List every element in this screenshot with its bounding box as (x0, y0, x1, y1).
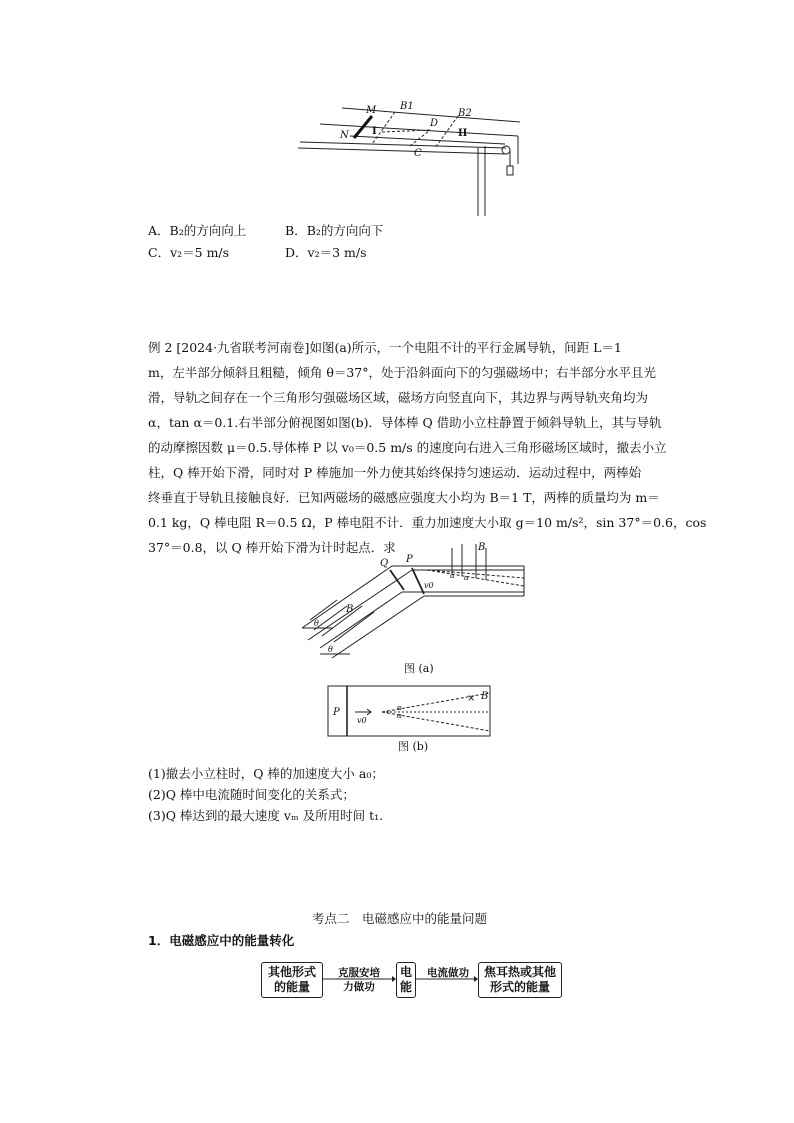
example-line: α，tan α＝0.1.右半部分俯视图如图(b)．导体棒 Q 借助小立柱静置于倾斜导轨上，其与导轨 (148, 415, 662, 430)
flow-box-joule-heat: 焦耳热或其他 形式的能量 (478, 962, 562, 998)
figure-b-caption: 图 (b) (398, 740, 429, 753)
figure-a (292, 540, 532, 660)
label-theta-2: θ (328, 645, 333, 654)
example-line: 终垂直于导轨且接触良好．已知两磁场的磁感应强度大小均为 B＝1 T，两棒的质量均为 m＝ (148, 490, 660, 505)
question-1: (1)撤去小立柱时，Q 棒的加速度大小 a₀； (148, 766, 384, 781)
flow-arrow-2 (416, 975, 478, 983)
rail-table-figure (290, 98, 530, 220)
figure-b (327, 685, 491, 737)
label-C: C (414, 148, 422, 159)
label-M: M (366, 105, 377, 116)
flow-arrow-1 (322, 975, 396, 983)
label-D: D (430, 118, 439, 129)
label-alpha-2: α (464, 574, 469, 582)
label-theta-1: θ (314, 619, 319, 628)
option-a: A．B₂的方向向上 (148, 223, 247, 238)
question-3: (3)Q 棒达到的最大速度 vₘ 及所用时间 t₁. (148, 808, 384, 823)
figure-a-caption: 图 (a) (404, 662, 434, 675)
question-2: (2)Q 棒中电流随时间变化的关系式； (148, 787, 355, 802)
label-alpha-top: α (397, 704, 402, 712)
label-region-I: I (372, 126, 377, 137)
label-N: N (340, 130, 349, 141)
label-P: P (406, 554, 413, 565)
flow-box-other-energy: 其他形式 的能量 (261, 962, 323, 998)
example-line: 37°＝0.8，以 Q 棒开始下滑为计时起点．求 (148, 540, 396, 555)
flow-label-current-work: 电流做功 (427, 967, 469, 979)
label-v0: v0 (424, 581, 434, 590)
option-c: C．v₂＝5 m/s (148, 245, 230, 260)
label-B: B (481, 691, 489, 702)
section-title: 考点二 电磁感应中的能量问题 (312, 911, 488, 926)
label-B2: B2 (458, 108, 472, 119)
flow-label-ampere-work: 克服安培 力做功 (338, 967, 380, 993)
flow-box-electric-energy: 电 能 (396, 962, 416, 998)
example-line: m，左半部分倾斜且粗糙，倾角 θ＝37°，处于沿斜面向下的匀强磁场中；右半部分水平且光 (148, 365, 657, 380)
label-B1: B1 (400, 101, 414, 112)
label-B-vertical: B (478, 542, 486, 553)
example-line: 柱，Q 棒开始下滑，同时对 P 棒施加一外力使其始终保持匀速运动．运动过程中，两棒始 (148, 465, 642, 480)
option-b: B．B₂的方向向下 (285, 223, 384, 238)
example-line: 例 2 [2024·九省联考河南卷]如图(a)所示，一个电阻不计的平行金属导轨，间距 L＝1 (148, 340, 622, 355)
label-v0: v0 (357, 716, 367, 725)
example-line: 滑，导轨之间存在一个三角形匀强磁场区域，磁场方向竖直向下，其边界与两导轨夹角均为 (148, 390, 649, 405)
example-line: 的动摩擦因数 μ＝0.5.导体棒 P 以 v₀＝0.5 m/s 的速度向右进入三角形磁场区域时，撤去小立 (148, 440, 667, 455)
label-alpha-bottom: α (397, 712, 402, 720)
label-region-II: II (458, 128, 468, 139)
section-subtitle: 1．电磁感应中的能量转化 (148, 933, 295, 948)
label-Q: Q (380, 558, 389, 569)
svg-text:×: × (467, 693, 476, 704)
label-P: P (333, 707, 340, 718)
label-B-incline: B (346, 604, 354, 615)
example-line: 0.1 kg，Q 棒电阻 R＝0.5 Ω，P 棒电阻不计．重力加速度大小取 g＝10 m/s²，sin 37°＝0.6，cos (148, 515, 707, 530)
option-d: D．v₂＝3 m/s (285, 245, 367, 260)
label-alpha-1: α (450, 572, 455, 580)
example-2-text (148, 335, 707, 560)
